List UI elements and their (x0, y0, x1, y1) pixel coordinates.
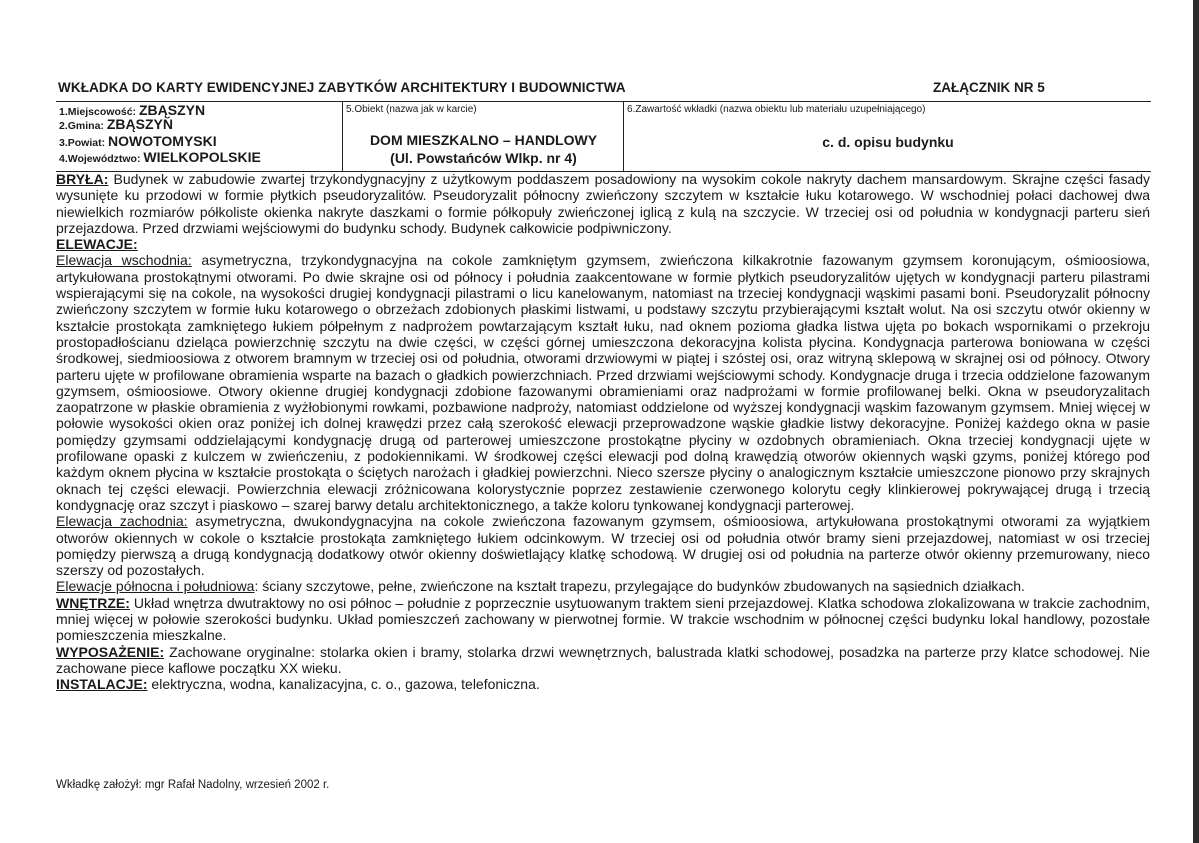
scan-edge (1193, 0, 1199, 843)
object-address: (Ul. Powstańców Wlkp. nr 4) (390, 150, 577, 166)
elewacje-heading: ELEWACJE: (56, 236, 138, 253)
wyposazenie-heading: WYPOSAŻENIE: (56, 643, 165, 660)
elewacje-pn-heading: Elewacje północna i południowa (56, 578, 255, 595)
wyposazenie-paragraph (56, 644, 1150, 677)
wojewodztwo-label: 4.Województwo: (59, 153, 141, 165)
content-value: c. d. opisu budynku (822, 134, 954, 150)
gmina-label: 2.Gmina: (59, 120, 104, 132)
wojewodztwo-value: WIELKOPOLSKIE (143, 149, 261, 165)
wnetrze-paragraph (56, 595, 1150, 644)
annex-number: ZAŁĄCZNIK NR 5 (933, 80, 1045, 95)
header-table (56, 101, 1151, 172)
wyposazenie-text: Zachowane oryginalne: stolarka okien i bramy, stolarka drzwi wewnętrznych, balustrada klatki schodowej, posadzka na parterze przy klatce schodowej. Nie zachowane piece kaflowe początku XX wieku. (56, 643, 1150, 676)
bryla-heading: BRYŁA: (56, 171, 109, 187)
elewacja-wschodnia-heading: Elewacja wschodnia: (56, 252, 192, 269)
powiat-value: NOWOTOMYSKI (108, 133, 217, 149)
instalacje-text: elektryczna, wodna, kanalizacyjna, c. o., gazowa, telefoniczna. (147, 676, 540, 693)
object-cell (342, 102, 624, 171)
miejscowosc-value: ZBĄSZYN (138, 102, 206, 118)
bryla-paragraph (56, 171, 1150, 236)
wnetrze-heading: WNĘTRZE: (56, 594, 130, 611)
instalacje-paragraph (56, 676, 1150, 692)
powiat-label: 3.Powiat: (59, 137, 106, 149)
location-cell (56, 102, 342, 171)
wnetrze-text: Układ wnętrza dwutraktowy no osi północ – południe z poprzecznie usytuowanym traktem sieni przejazdowej. Klatka schodowa zlokalizowana w trakcie zachodnim, mniej więcej w połowie szerokości budynku. Układ pomieszczeń zachowany w pierwotnej formie. W trakcie wschodnim w północnej części budynku lokal handlowy, pozostałe pomieszczenia mieszkalne. (56, 594, 1150, 644)
content-label: 6.Zawartość wkładki (nazwa obiektu lub materiału uzupełniającego) (627, 104, 926, 115)
description-body (56, 171, 1150, 693)
wojewodztwo-row (59, 149, 261, 165)
elewacja-zachodnia-heading: Elewacja zachodnia: (56, 513, 188, 530)
elewacje-paragraph (56, 236, 1150, 252)
elewacje-pn-text: : ściany szczytowe, pełne, zwieńczone na kształt trapezu, przylegające do budynków zbudowanych na sąsiednich działkach. (254, 578, 1025, 595)
bryla-text: Budynek w zabudowie zwartej trzykondygnacyjny z użytkowym poddaszem posadowiony na wysokim cokole nakryty dachem mansardowym. Skrajne części fasady wysunięte ku przodowi w formie płytkich pseudoryzalitów. Pseudoryzalit północny zwieńczony szczytem w kształcie łuku kotarowego. W wschodniej połaci dachowej dwa niewielkich rozmiarów półkoliste okienka nakryte daszkami o formie półkopuły zwieńczonej iglicą z kulą na szczycie. W trzeciej osi od południa w kondygnacji parteru sień przejazdowa. Przed drzwiami wejściowymi do budynku schody. Budynek całkowicie podpiwniczony. (56, 171, 1150, 236)
gmina-row (59, 116, 173, 132)
miejscowosc-label: 1.Miejscowość: (59, 106, 137, 118)
elewacja-zachodnia-text: asymetryczna, dwukondygnacyjna na cokole zwieńczona fazowanym gzymsem, ośmioosiowa, artykułowana prostokątnymi otworami za wyjątkiem otworów okiennych w cokole o kształcie prostokąta zamkniętego łukiem odcinkowym. W trzeciej osi od południa otwór bramy sieni przejazdowej, natomiast w osi trzeciej pomiędzy pierwszą a drugą kondygnacją dodatkowy otwór okienny doświetlający klatkę schodową. W drugiej osi od południa na parterze otwór okienny przemurowany, nieco szerszy od pozostałych. (56, 513, 1150, 579)
powiat-row (59, 133, 217, 149)
gmina-value: ZBĄSZYŃ (106, 116, 173, 132)
content-cell (623, 102, 1152, 171)
document-title: WKŁADKA DO KARTY EWIDENCYJNEJ ZABYTKÓW ARCHITEKTURY I BUDOWNICTWA (58, 80, 626, 95)
elewacje-pn-paragraph (56, 578, 1150, 594)
elewacja-wschodnia-text: asymetryczna, trzykondygnacyjna na cokole zamkniętym gzymsem, zwieńczona kilkakrotnie fazowanym gzymsem koronującym, ośmioosiowa, artykułowana prostokątnymi otworami. Po dwie skrajne osi od północy i południa zaakcentowane w formie płytkich pseudoryzalitów ujętych w kondygnacji parteru pilastrami wspierającymi się na cokole, na wysokości drugiej kondygnacji pilastrami o licu kanelowanym, natomiast na trzeciej kondygnacji wąskimi pasami boni. Pseudoryzalit północny zwieńczony szczytem w formie łuku kotarowego o obrzeżach zdobionych płaskimi listwami, u podstawy szczytu przybierającymi kształt wolut. Na osi szczytu otwór okienny w kształcie prostokąta zamkniętego łukiem półpełnym z nadprożem powtarzającym kształt łuku, nad oknem pozioma gładka listwa ujęta po bokach wspornikami o przekroju prostopadłościanu dzieląca powierzchnię szczytu na dwie części, w części górnej umieszczona dekoracyjna kolista płycina. Kondygnacja parterowa boniowana w części środkowej, siedmioosiowa z otworem bramnym w trzeciej osi od południa, otworami drzwiowymi w piątej i szóstej osi, oraz witryną sklepową w skrajnej osi od północy. Otwory parteru ujęte w profilowane obramienia wsparte na bazach o gładkich powierzchniach. Przed drzwiami wejściowymi schody. Kondygnacje druga i trzecia oddzielone fazowanym gzymsem, ośmioosiowe. Otwory okienne drugiej kondygnacji zdobione fazowanymi obramieniami oraz nadprożami w formie profilowanej belki. Okna w pseudoryzalitach zaopatrzone w płaskie obramienia z wyżłobionymi rowkami, pozbawione nadproży, natomiast oddzielone od wyższej kondygnacji wąskim fazowanym gzymsem. Mniej więcej w połowie wysokości okien oraz poniżej ich dolnej krawędzi przez całą szerokość elewacji przeprowadzone wąskie gładkie listwy dekoracyjne. Poniżej każdego okna w pasie pomiędzy gzymsami oddzielającymi kondygnację drugą od parterowej umieszczone prostokątne płyciny w ozdobnych obramieniach. Okna trzeciej kondygnacji ujęte w profilowane opaski z kulczem w zwieńczeniu, z podokiennikami. W środkowej części elewacji pod dolną krawędzią otworów okiennych wąski gzyms, poniżej którego pod każdym oknem płycina w kształcie prostokąta o ściętych narożach i gładkiej powierzchni. Nieco szersze płyciny o analogicznym kształcie umieszczone pionowo przy skrajnych oknach tej części elewacji. Powierzchnia elewacji zróżnicowana kolorystycznie poprzez zestawienie czerwonego kolorytu cegły klinkierowej pokrywającej drugą i trzecią kondygnację oraz szczyt i piaskowo – szarej barwy detalu architektonicznego, a także koloru tynkowanej kondygnacji parterowej. (56, 252, 1150, 513)
elewacja-zachodnia-paragraph (56, 513, 1150, 578)
elewacja-wschodnia-paragraph (56, 252, 1150, 513)
object-label: 5.Obiekt (nazwa jak w karcie) (346, 104, 477, 115)
instalacje-heading: INSTALACJE: (56, 676, 148, 693)
author-note: Wkładkę założył: mgr Rafał Nadolny, wrzesień 2002 r. (56, 779, 330, 791)
object-name: DOM MIESZKALNO – HANDLOWY (369, 132, 598, 148)
